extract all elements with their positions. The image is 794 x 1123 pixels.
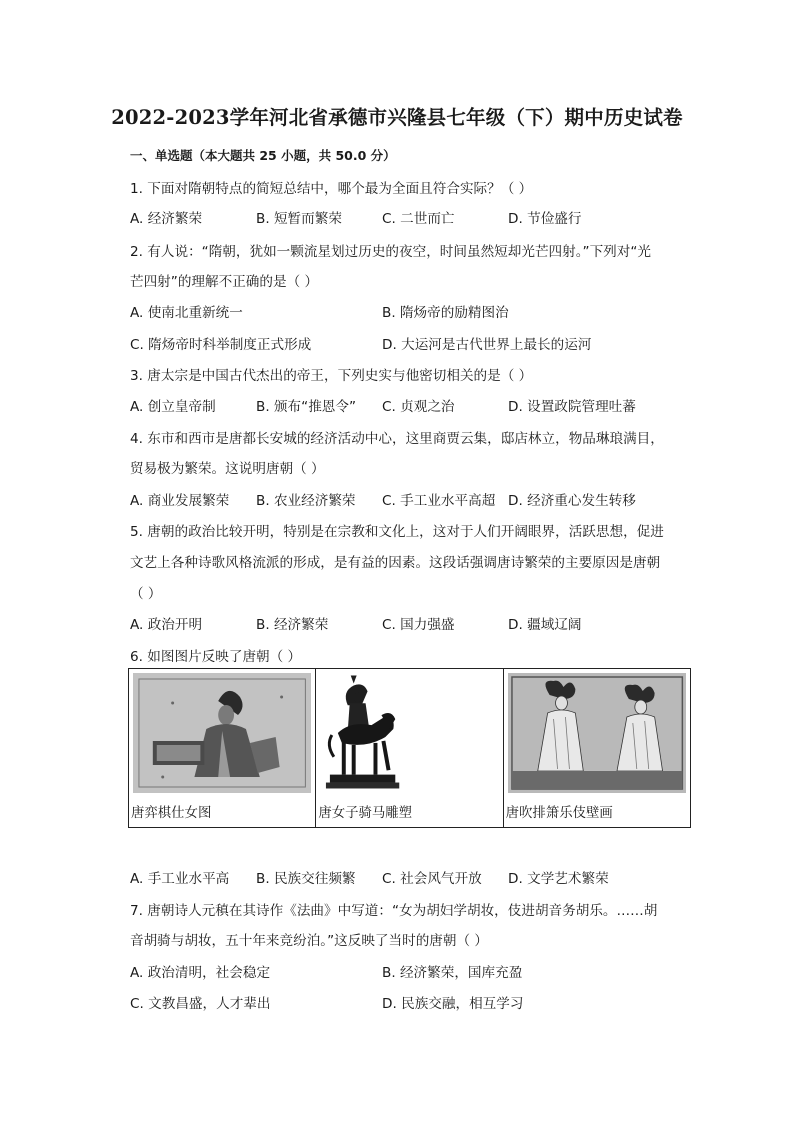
q5-option-d[interactable]: D. 疆域辽阔 [508,617,582,633]
q6-image-table [128,668,691,828]
q7-stem-line1: 7. 唐朝诗人元稹在其诗作《法曲》中写道：“女为胡妇学胡妆，伎进胡音务胡乐。……胡 [130,903,658,919]
q2-option-b[interactable]: B. 隋炀帝的励精图治 [382,305,509,321]
q2-option-a[interactable]: A. 使南北重新统一 [130,305,243,321]
caption-horse-rider: 唐女子骑马雕塑 [318,806,413,821]
q4-option-a[interactable]: A. 商业发展繁荣 [130,493,230,509]
q2-stem-line1: 2. 有人说：“隋朝，犹如一颗流星划过历史的夜空，时间虽然短却光芒四射。”下列对“光 [130,244,651,260]
q2-option-d[interactable]: D. 大运河是古代世界上最长的运河 [382,337,592,353]
q4-option-c[interactable]: C. 手工业水平高超 [382,493,496,509]
q3-option-c[interactable]: C. 贞观之治 [382,399,455,415]
q2-stem-line2: 芒四射”的理解不正确的是（ ） [130,274,319,290]
q2-option-c[interactable]: C. 隋炀帝时科举制度正式形成 [130,337,312,353]
q1-option-d[interactable]: D. 节俭盛行 [508,211,582,227]
q3-option-a[interactable]: A. 创立皇帝制 [130,399,216,415]
image-cell-mural [504,669,690,827]
q5-stem-line1: 5. 唐朝的政治比较开明，特别是在宗教和文化上，这对于人们开阔眼界，活跃思想，促进 [130,524,664,540]
q1-option-c[interactable]: C. 二世而亡 [382,211,455,227]
section-heading: 一、单选题（本大题共 25 小题，共 50.0 分） [130,148,396,163]
q7-option-c[interactable]: C. 文教昌盛，人才辈出 [130,996,271,1012]
q4-option-b[interactable]: B. 农业经济繁荣 [256,493,356,509]
q4-stem-line1: 4. 东市和西市是唐都长安城的经济活动中心，这里商贾云集，邸店林立，物品琳琅满目， [130,431,664,447]
q7-option-d[interactable]: D. 民族交融，相互学习 [382,996,524,1012]
q3-option-d[interactable]: D. 设置政院管理吐蕃 [508,399,636,415]
q7-option-a[interactable]: A. 政治清明，社会稳定 [130,965,271,981]
q6-stem: 6. 如图图片反映了唐朝（ ） [130,649,302,665]
q7-stem-line2: 音胡骑与胡妆，五十年来竞纷泊。”这反映了当时的唐朝（ ） [130,933,488,949]
q5-stem-line3: （ ） [130,586,162,602]
image-cell-weiqi [129,669,316,827]
q6-option-d[interactable]: D. 文学艺术繁荣 [508,871,609,887]
q5-stem-line2: 文艺上各种诗歌风格流派的形成，是有益的因素。这段话强调唐诗繁荣的主要原因是唐朝 [130,555,661,571]
q7-option-b[interactable]: B. 经济繁荣，国库充盈 [382,965,523,981]
q4-option-d[interactable]: D. 经济重心发生转移 [508,493,636,509]
q6-option-a[interactable]: A. 手工业水平高 [130,871,230,887]
q3-stem: 3. 唐太宗是中国古代杰出的帝王，下列史实与他密切相关的是（ ） [130,368,533,384]
q6-option-c[interactable]: C. 社会风气开放 [382,871,482,887]
q1-stem: 1. 下面对隋朝特点的简短总结中，哪个最为全面且符合实际？（ ） [130,181,533,197]
horse-rider-sculpture-image [320,673,498,793]
q5-option-c[interactable]: C. 国力强盛 [382,617,455,633]
q3-option-b[interactable]: B. 颁布“推恩令” [256,399,357,415]
image-cell-horse-rider [316,669,503,827]
weiqi-painting-image [133,673,311,793]
q5-option-a[interactable]: A. 政治开明 [130,617,203,633]
mural-image [508,673,686,793]
q6-option-b[interactable]: B. 民族交往频繁 [256,871,356,887]
exam-title: 2022-2023学年河北省承德市兴隆县七年级（下）期中历史试卷 [111,106,683,129]
q1-option-b[interactable]: B. 短暂而繁荣 [256,211,342,227]
q4-stem-line2: 贸易极为繁荣。这说明唐朝（ ） [130,461,325,477]
caption-mural: 唐吹排箫乐伎壁画 [505,806,613,821]
q5-option-b[interactable]: B. 经济繁荣 [256,617,329,633]
caption-weiqi: 唐弈棋仕女图 [131,806,212,821]
q1-option-a[interactable]: A. 经济繁荣 [130,211,203,227]
